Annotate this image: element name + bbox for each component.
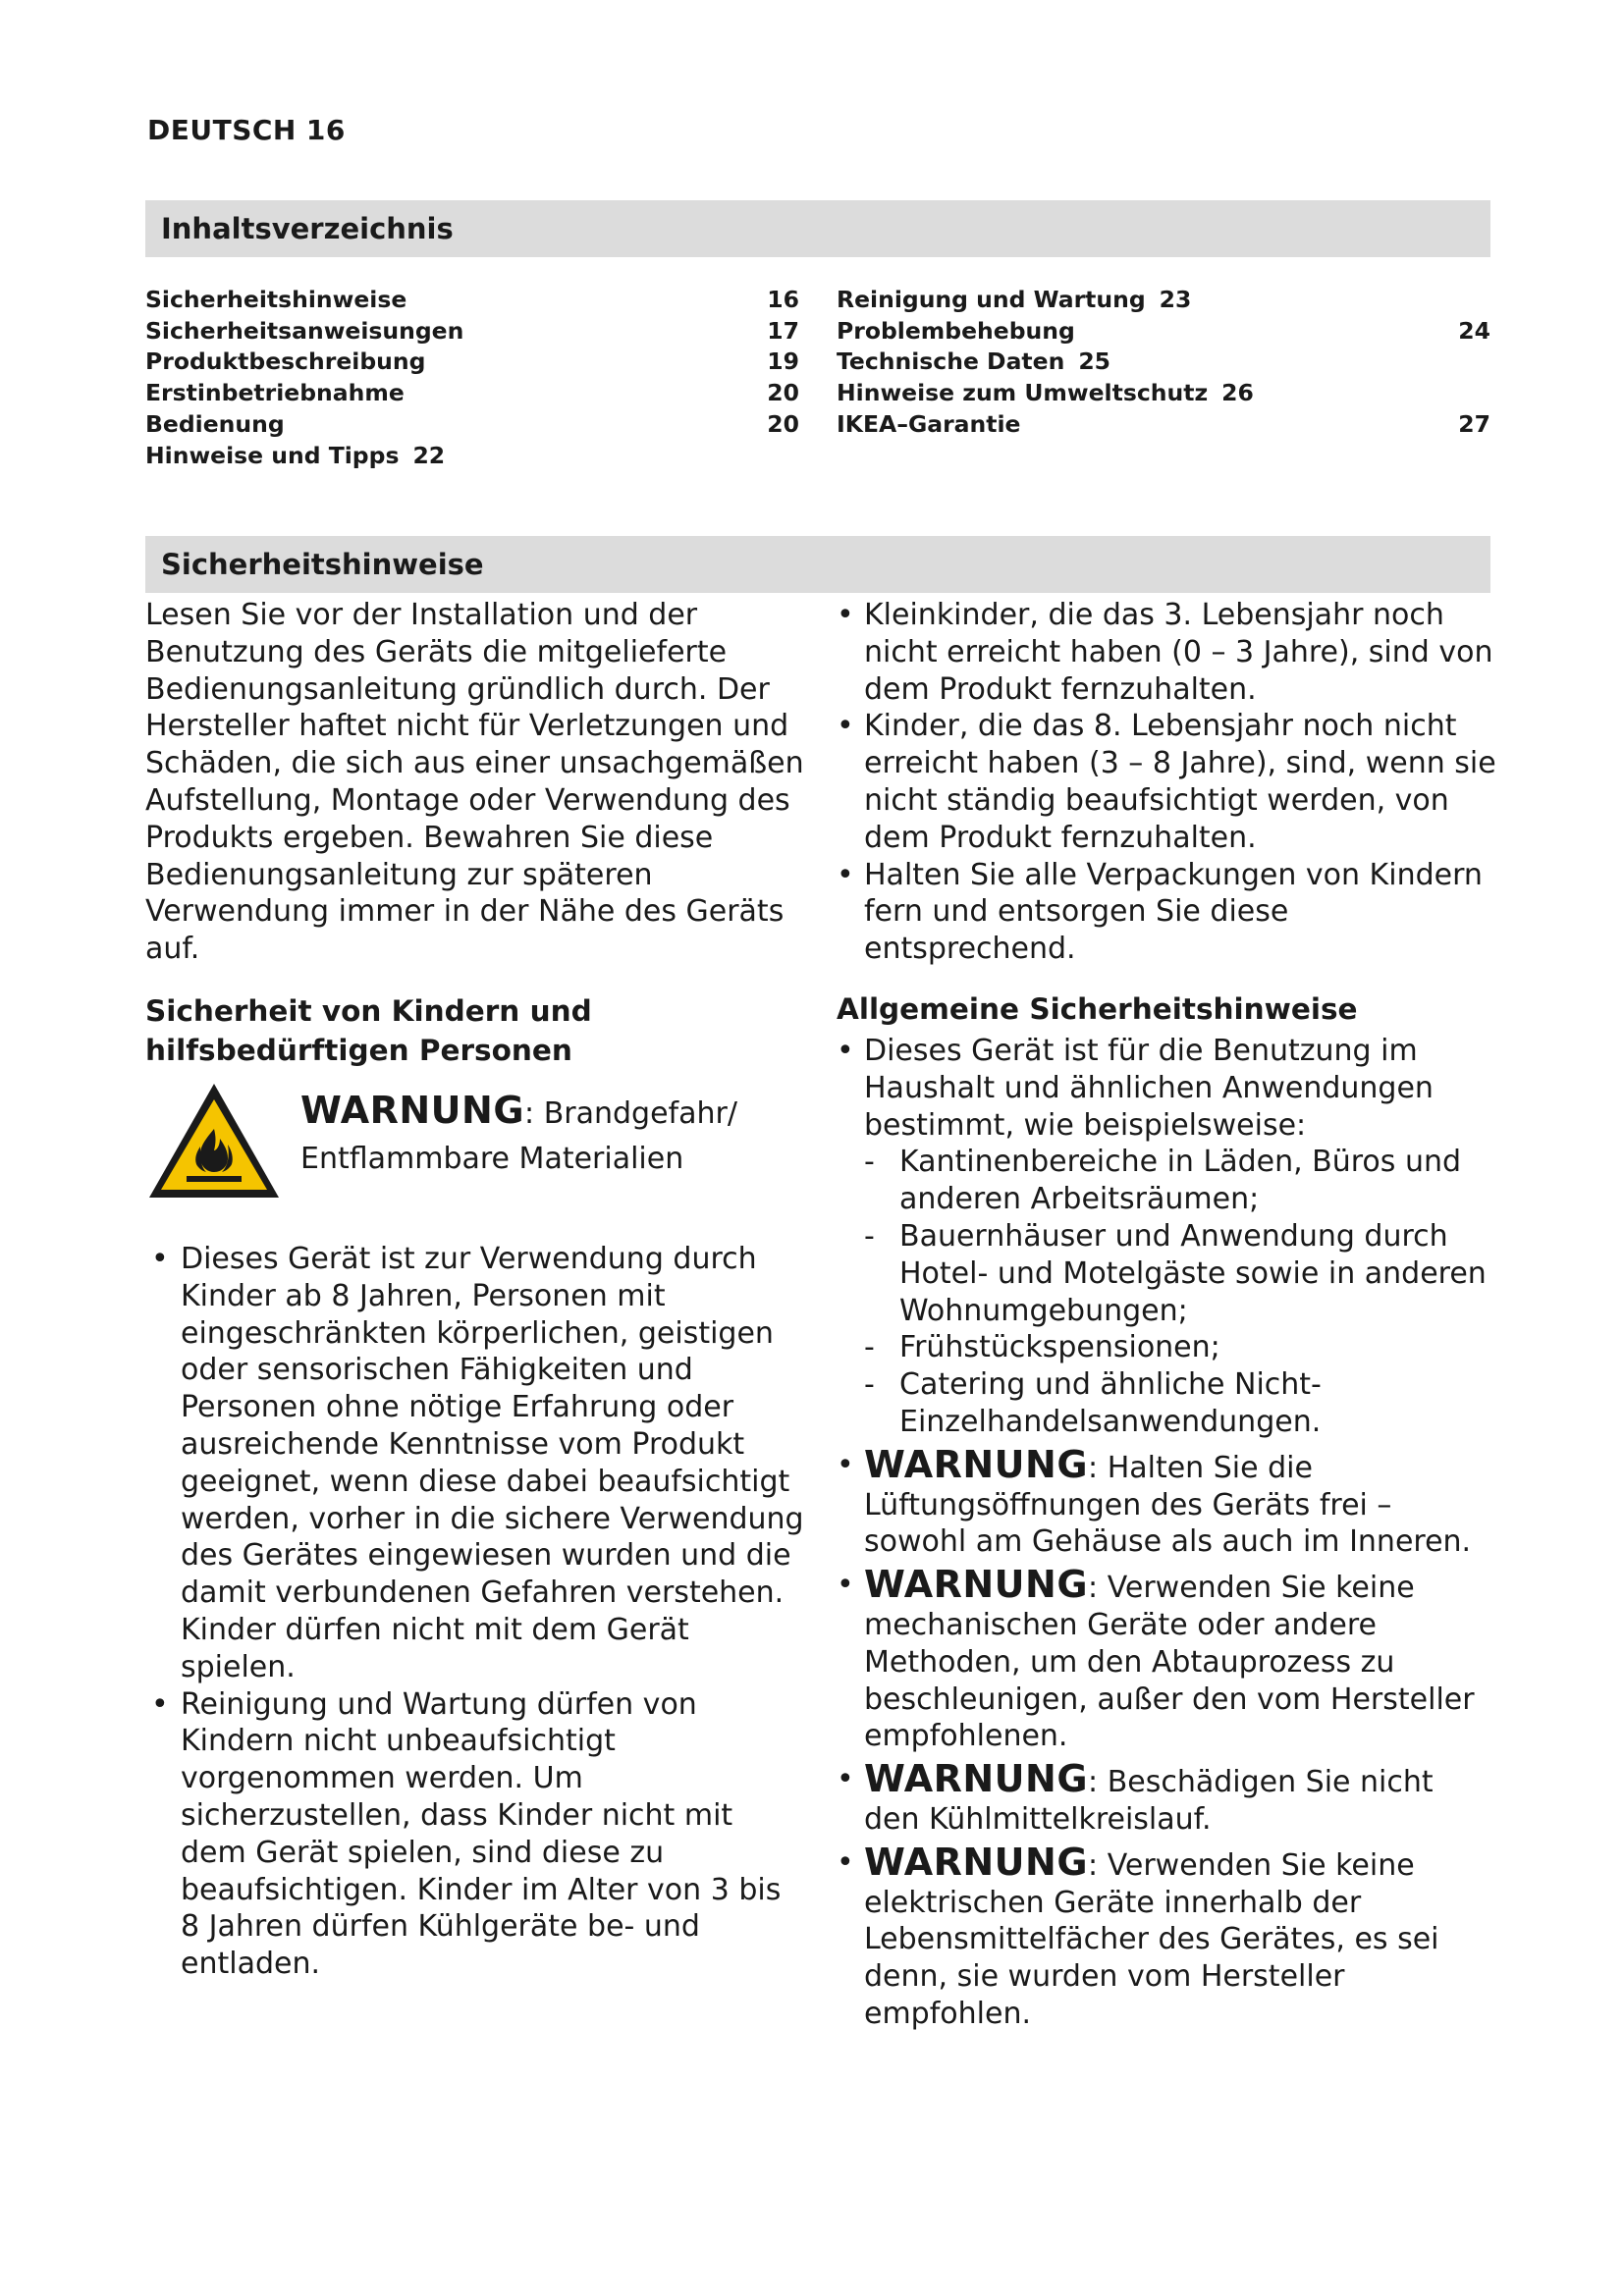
right-child-list	[837, 597, 1496, 968]
list-item: • Reinigung und Wartung dürfen von Kindern nicht unbeaufsichtigt vorgenommen werden. Um sicherzustellen, dass Kinder nicht mit dem Gerät spielen, sind diese zu beaufsichtigen. Kinder im Alter von 3 bis 8 Jahren dürfen Kühlgeräte be- und entladen.	[145, 1686, 805, 1983]
list-item: • Halten Sie alle Verpackungen von Kindern fern und entsorgen Sie diese entsprechend.	[837, 857, 1496, 968]
toc-right-column	[837, 285, 1490, 441]
toc-entry[interactable]: Hinweise und Tipps 22	[145, 441, 446, 469]
page-header	[147, 114, 346, 146]
flammable-warning-icon	[145, 1080, 283, 1201]
safety-intro: Lesen Sie vor der Installation und der Benutzung des Geräts die mitgelieferte Bedienungsanleitung gründlich durch. Der Hersteller haftet nicht für Verletzungen und Schäden, die sich aus einer unsachgemäßen Aufstellung, Montage oder Verwendung des Produkts ergeben. Bewahren Sie diese Bedienungsanleitung zur späteren Verwendung immer in der Nähe des Geräts auf.	[145, 598, 804, 967]
sublist-item: - Bauernhäuser und Anwendung durch Hotel- und Motelgäste sowie in anderen Wohnumgebungen;	[864, 1218, 1496, 1329]
toc-entry[interactable]: Hinweise zum Umweltschutz 26	[837, 379, 1254, 407]
sublist-item: - Kantinenbereiche in Läden, Büros und anderen Arbeitsräumen;	[864, 1144, 1496, 1218]
children-heading: Sicherheit von Kindern und hilfsbedürftigen Personen	[145, 993, 592, 1067]
toc-left-column	[145, 285, 799, 471]
toc-entry[interactable]: Problembehebung 24	[837, 316, 1490, 345]
fire-warning	[145, 1080, 805, 1201]
toc-entry[interactable]: Produktbeschreibung 19	[145, 347, 799, 376]
general-heading: Allgemeine Sicherheitshinweise	[837, 991, 1358, 1026]
toc-entry[interactable]: Reinigung und Wartung 23	[837, 286, 1192, 313]
list-item: • Kinder, die das 8. Lebensjahr noch nicht erreicht haben (3 – 8 Jahre), sind, wenn sie nicht ständig beaufsichtigt werden, von dem Produkt fernzuhalten.	[837, 708, 1496, 856]
sublist-item: - Catering und ähnliche Nicht-Einzelhandelsanwendungen.	[864, 1366, 1496, 1441]
list-item: • Dieses Gerät ist für die Benutzung im Haushalt und ähnlichen Anwendungen bestimmt, wie beispielsweise: - Kantinenbereiche in Läden, Büros und anderen Arbeitsräumen; - Bauernhäuser und Anwendung durch Hotel- und Motelgäste sowie in anderen Wohnumgebungen; - Frühstückspensionen; - Catering und ähnliche Nicht-Einzelhandelsanwendungen.	[837, 1033, 1496, 1441]
toc-entry[interactable]: Sicherheitshinweise 16	[145, 286, 799, 313]
children-list	[145, 1241, 805, 1983]
safety-left-column	[145, 597, 805, 1983]
warning-item: • WARNUNG: Halten Sie die Lüftungsöffnungen des Geräts frei – sowohl am Gehäuse als auch im Inneren.	[837, 1447, 1496, 1561]
warning-item: • WARNUNG: Verwenden Sie keine elektrischen Geräte innerhalb der Lebensmittelfächer des Gerätes, es sei denn, sie wurden vom Hersteller empfohlen.	[837, 1844, 1496, 2033]
toc-entry[interactable]: Erstinbetriebnahme 20	[145, 379, 799, 407]
page-number: 16	[305, 114, 346, 146]
toc-entry[interactable]: Technische Daten 25	[837, 347, 1111, 376]
warning-item: • WARNUNG: Verwenden Sie keine mechanischen Geräte oder andere Methoden, um den Abtauprozess zu beschleunigen, außer den vom Hersteller empfohlenen.	[837, 1567, 1496, 1755]
warning-item: • WARNUNG: Beschädigen Sie nicht den Kühlmittelkreislauf.	[837, 1761, 1496, 1839]
warning-label: WARNUNG	[300, 1088, 525, 1132]
general-list	[837, 1033, 1496, 2033]
list-item: • Kleinkinder, die das 3. Lebensjahr noch nicht erreicht haben (0 – 3 Jahre), sind von dem Produkt fernzuhalten.	[837, 597, 1496, 708]
sublist-item: - Frühstückspensionen;	[864, 1329, 1496, 1366]
toc-entry[interactable]: Sicherheitsanweisungen 17	[145, 316, 799, 345]
safety-right-column	[837, 597, 1496, 2033]
toc-entry[interactable]: Bedienung 20	[145, 409, 799, 438]
toc-entry[interactable]: IKEA–Garantie 27	[837, 409, 1490, 438]
fire-warning-text: WARNUNG: Brandgefahr/ Entflammbare Materialien	[300, 1088, 737, 1176]
usage-sublist	[864, 1144, 1496, 1440]
safety-title-bar	[145, 536, 1490, 593]
toc-title-bar	[145, 200, 1490, 257]
safety-title: Sicherheitshinweise	[161, 548, 484, 581]
language-label: DEUTSCH	[147, 114, 297, 146]
toc-title: Inhaltsverzeichnis	[161, 212, 454, 245]
list-item: • Dieses Gerät ist zur Verwendung durch Kinder ab 8 Jahren, Personen mit eingeschränkten körperlichen, geistigen oder sensorischen Fähigkeiten und Personen ohne nötige Erfahrung oder ausreichende Kenntnisse vom Produkt geeignet, wenn diese dabei beaufsichtigt werden, vorher in die sichere Verwendung des Gerätes eingewiesen wurden und die damit verbundenen Gefahren verstehen. Kinder dürfen nicht mit dem Gerät spielen.	[145, 1241, 805, 1686]
